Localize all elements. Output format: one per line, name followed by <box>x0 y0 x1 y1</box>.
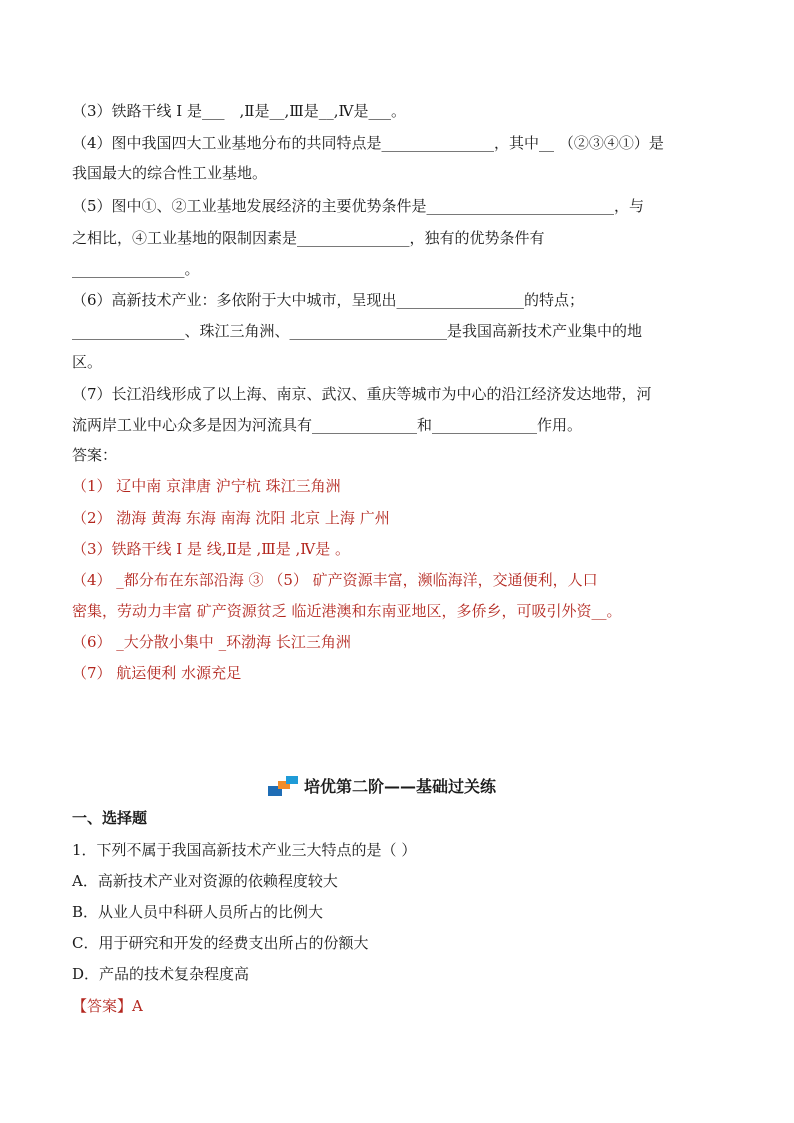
question-5-line-2: 之相比，④工业基地的限制因素是_______________，独有的优势条件有 <box>72 229 545 247</box>
question-5-line-3: _______________。 <box>72 260 200 278</box>
answer-label: 【答案】 <box>72 997 133 1015</box>
question-5-line-1: （5）图中①、②工业基地发展经济的主要优势条件是_________________________，与 <box>72 197 645 215</box>
question-6-line-2: _______________、珠江三角洲、_____________________是我国高新技术产业集中的地 <box>72 322 643 340</box>
answer-3: （3）铁路干线 I 是 线,Ⅱ是 ,Ⅲ是 ,Ⅳ是 。 <box>72 540 351 558</box>
answer-4-line-1: （4） _都分布在东部沿海 ③ （5） 矿产资源丰富，濒临海洋，交通便利，人口 <box>72 571 598 589</box>
answer-6: （6） _大分散小集中 _环渤海 长江三角洲 <box>72 633 351 651</box>
answer-1: （1） 辽中南 京津唐 沪宁杭 珠江三角洲 <box>72 477 341 495</box>
mcq-option-c: C．用于研究和开发的经费支出所占的份额大 <box>72 934 369 952</box>
mcq-stem: 1．下列不属于我国高新技术产业三大特点的是（ ） <box>72 841 417 859</box>
answers-label: 答案： <box>72 446 118 464</box>
question-7-line-2: 流两岸工业中心众多是因为河流具有______________和______________作用。 <box>72 416 583 434</box>
answer-7: （7） 航运便利 水源充足 <box>72 664 242 682</box>
answer-2: （2） 渤海 黄海 东海 南海 沈阳 北京 上海 广州 <box>72 509 390 527</box>
stacked-blocks-icon <box>268 776 300 798</box>
question-4-line-1: （4）图中我国四大工业基地分布的共同特点是_______________，其中__ （②③④①）是 <box>72 134 664 152</box>
question-4-line-2: 我国最大的综合性工业基地。 <box>72 164 268 182</box>
section-title-block <box>268 772 496 798</box>
question-6-line-1: （6）高新技术产业：多依附于大中城市，呈现出_________________的特点； <box>72 291 585 309</box>
section-title: 培优第二阶——基础过关练 <box>304 777 497 796</box>
mcq-answer <box>72 996 732 1016</box>
question-6-line-3: 区。 <box>72 353 103 371</box>
question-3: （3）铁路干线 I 是___ ,Ⅱ是__,Ⅲ是__,Ⅳ是___。 <box>72 102 406 120</box>
choice-heading: 一、选择题 <box>72 809 148 827</box>
mcq-option-d: D．产品的技术复杂程度高 <box>72 965 250 983</box>
answer-value: A <box>132 997 143 1015</box>
answer-4-line-2: 密集，劳动力丰富 矿产资源贫乏 临近港澳和东南亚地区，多侨乡，可吸引外资__。 <box>72 602 622 620</box>
question-7-line-1: （7）长江沿线形成了以上海、南京、武汉、重庆等城市为中心的沿江经济发达地带，河 <box>72 385 652 403</box>
mcq-option-a: A．高新技术产业对资源的依赖程度较大 <box>72 872 338 890</box>
mcq-option-b: B．从业人员中科研人员所占的比例大 <box>72 903 324 921</box>
